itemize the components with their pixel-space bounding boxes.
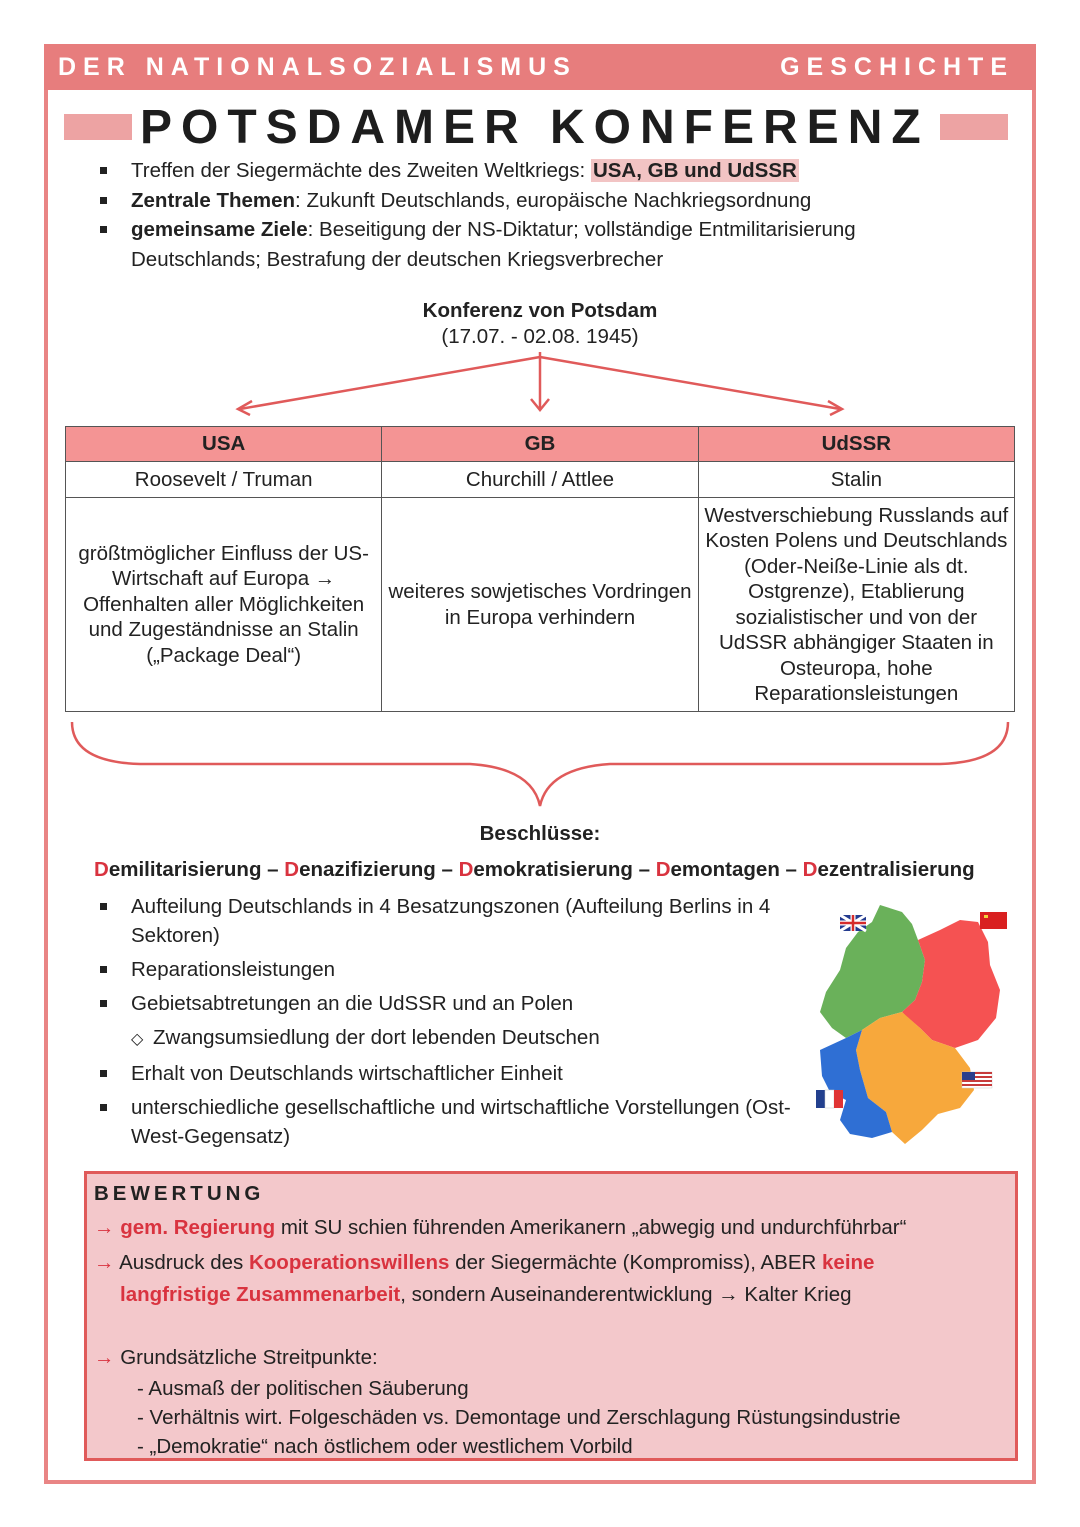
french-flag-icon — [816, 1090, 843, 1108]
text: mit SU schien führenden Amerikanern „abwegig und undurchführbar“ — [275, 1216, 907, 1239]
powers-table — [65, 426, 1015, 712]
evaluation-box — [84, 1171, 1018, 1461]
d-initial: D — [94, 858, 109, 881]
evaluation-point — [94, 1342, 994, 1373]
conference-name: Konferenz von Potsdam — [422, 299, 658, 322]
subject-label: GESCHICHTE — [780, 53, 1014, 81]
list-item: Gebietsabtretungen an die UdSSR und an Polen — [96, 989, 806, 1018]
table-row — [66, 498, 1015, 712]
d-initial: D — [284, 858, 300, 881]
text: Grundsätzliche Streitpunkte: — [120, 1346, 378, 1369]
list-item — [96, 156, 956, 186]
list-item — [96, 215, 956, 274]
title-decoration-left — [64, 114, 132, 140]
key-term: gem. Regierung — [120, 1216, 276, 1239]
decisions-list — [96, 892, 806, 1156]
sub-list-item — [96, 1023, 806, 1054]
intro-list — [96, 156, 956, 274]
occupation-zones-map — [810, 900, 1025, 1155]
list-item — [96, 186, 956, 216]
list-item: Reparationsleistungen — [96, 955, 806, 984]
dispute-item: - Verhältnis wirt. Folgeschäden vs. Demontage und Zerschlagung Rüstungsindustrie — [137, 1406, 901, 1429]
evaluation-heading: BEWERTUNG — [94, 1182, 265, 1205]
evaluation-point-continued — [120, 1279, 1020, 1310]
d-initial: D — [458, 858, 474, 881]
conference-dates: (17.07. - 02.08. 1945) — [441, 325, 639, 348]
leaders-cell: Churchill / Attlee — [382, 462, 698, 498]
key-term: langfristige Zusammenarbeit — [120, 1283, 401, 1306]
title-decoration-right — [940, 114, 1008, 140]
d-initial: D — [802, 858, 818, 881]
evaluation-point — [94, 1212, 994, 1243]
text: : Zukunft Deutschlands, europäische Nachkriegsordnung — [295, 188, 812, 212]
d-word: emontagen — [670, 858, 780, 881]
five-d-line — [94, 858, 1034, 882]
separator: – — [435, 858, 459, 881]
goal-cell: weiteres sowjetisches Vordringen in Europa verhindern — [382, 498, 698, 712]
header-bar — [44, 44, 1036, 90]
d-word: emokratisierung — [473, 858, 633, 881]
d-initial: D — [655, 858, 671, 881]
column-header: USA — [66, 427, 382, 462]
table-header-row — [66, 427, 1015, 462]
list-item: unterschiedliche gesellschaftliche und wirtschaftliche Vorstellungen (Ost-West-Gegensatz) — [96, 1093, 806, 1151]
table-row — [66, 462, 1015, 498]
sub-item-text: Zwangsumsiedlung der dort lebenden Deutschen — [153, 1026, 600, 1049]
arrow-right-icon: → — [94, 1346, 115, 1369]
soviet-flag-icon — [980, 912, 1007, 929]
d-word: ezentralisierung — [817, 858, 975, 881]
dispute-item: - Ausmaß der politischen Säuberung — [137, 1377, 469, 1400]
d-word: emilitarisierung — [108, 858, 262, 881]
list-item: Erhalt von Deutschlands wirtschaftlicher Einheit — [96, 1059, 806, 1088]
separator: – — [632, 858, 656, 881]
text: Ausdruck des — [119, 1251, 249, 1274]
text: , sondern Auseinanderentwicklung → Kalter Krieg — [400, 1283, 852, 1306]
decisions-heading: Beschlüsse: — [479, 822, 601, 845]
goal-cell: größtmöglicher Einfluss der US-Wirtschaft auf Europa → Offenhalten aller Möglichkeiten und Zugeständnisse an Stalin („Package Deal“) — [66, 498, 382, 712]
highlighted-powers: USA, GB und UdSSR — [592, 159, 797, 182]
term: Zentrale Themen — [131, 188, 296, 212]
leaders-cell: Roosevelt / Truman — [66, 462, 382, 498]
key-term: Kooperationswillens — [248, 1251, 450, 1274]
uk-flag-icon — [840, 915, 866, 931]
arrow-right-icon: → — [94, 1251, 115, 1274]
key-term: keine — [822, 1251, 875, 1274]
dispute-item: - „Demokratie“ nach östlichem oder westlichem Vorbild — [137, 1435, 633, 1458]
topic-label: DER NATIONALSOZIALISMUS — [58, 53, 577, 81]
text: : Beseitigung der NS-Diktatur; vollständige Entmilitarisierung Deutschlands; Bestrafung der deutschen Kriegsverbrecher — [131, 218, 856, 271]
conference-heading — [340, 298, 740, 350]
separator: – — [261, 858, 285, 881]
evaluation-point — [94, 1247, 994, 1278]
separator: – — [779, 858, 803, 881]
list-item: Aufteilung Deutschlands in 4 Besatzungszonen (Aufteilung Berlins in 4 Sektoren) — [96, 892, 806, 950]
arrow-right-icon: → — [94, 1216, 115, 1239]
goal-cell: Westverschiebung Russlands auf Kosten Polens und Deutschlands (Oder-Neiße-Linie als dt. Ostgrenze), Etablierung sozialistischer und von der UdSSR abhängiger Staaten in Osteuropa, hohe Reparationsleistungen — [698, 498, 1014, 712]
column-header: GB — [382, 427, 698, 462]
leaders-cell: Stalin — [698, 462, 1014, 498]
text: der Siegermächte (Kompromiss), ABER — [449, 1251, 823, 1274]
term: gemeinsame Ziele — [131, 218, 308, 241]
diamond-icon: ◇ — [131, 1031, 144, 1048]
page-title: POTSDAMER KONFERENZ — [140, 101, 930, 154]
column-header: UdSSR — [698, 427, 1014, 462]
d-word: enazifizierung — [299, 858, 436, 881]
us-flag-icon — [962, 1072, 992, 1088]
text: Treffen der Siegermächte des Zweiten Weltkriegs: — [131, 159, 591, 182]
